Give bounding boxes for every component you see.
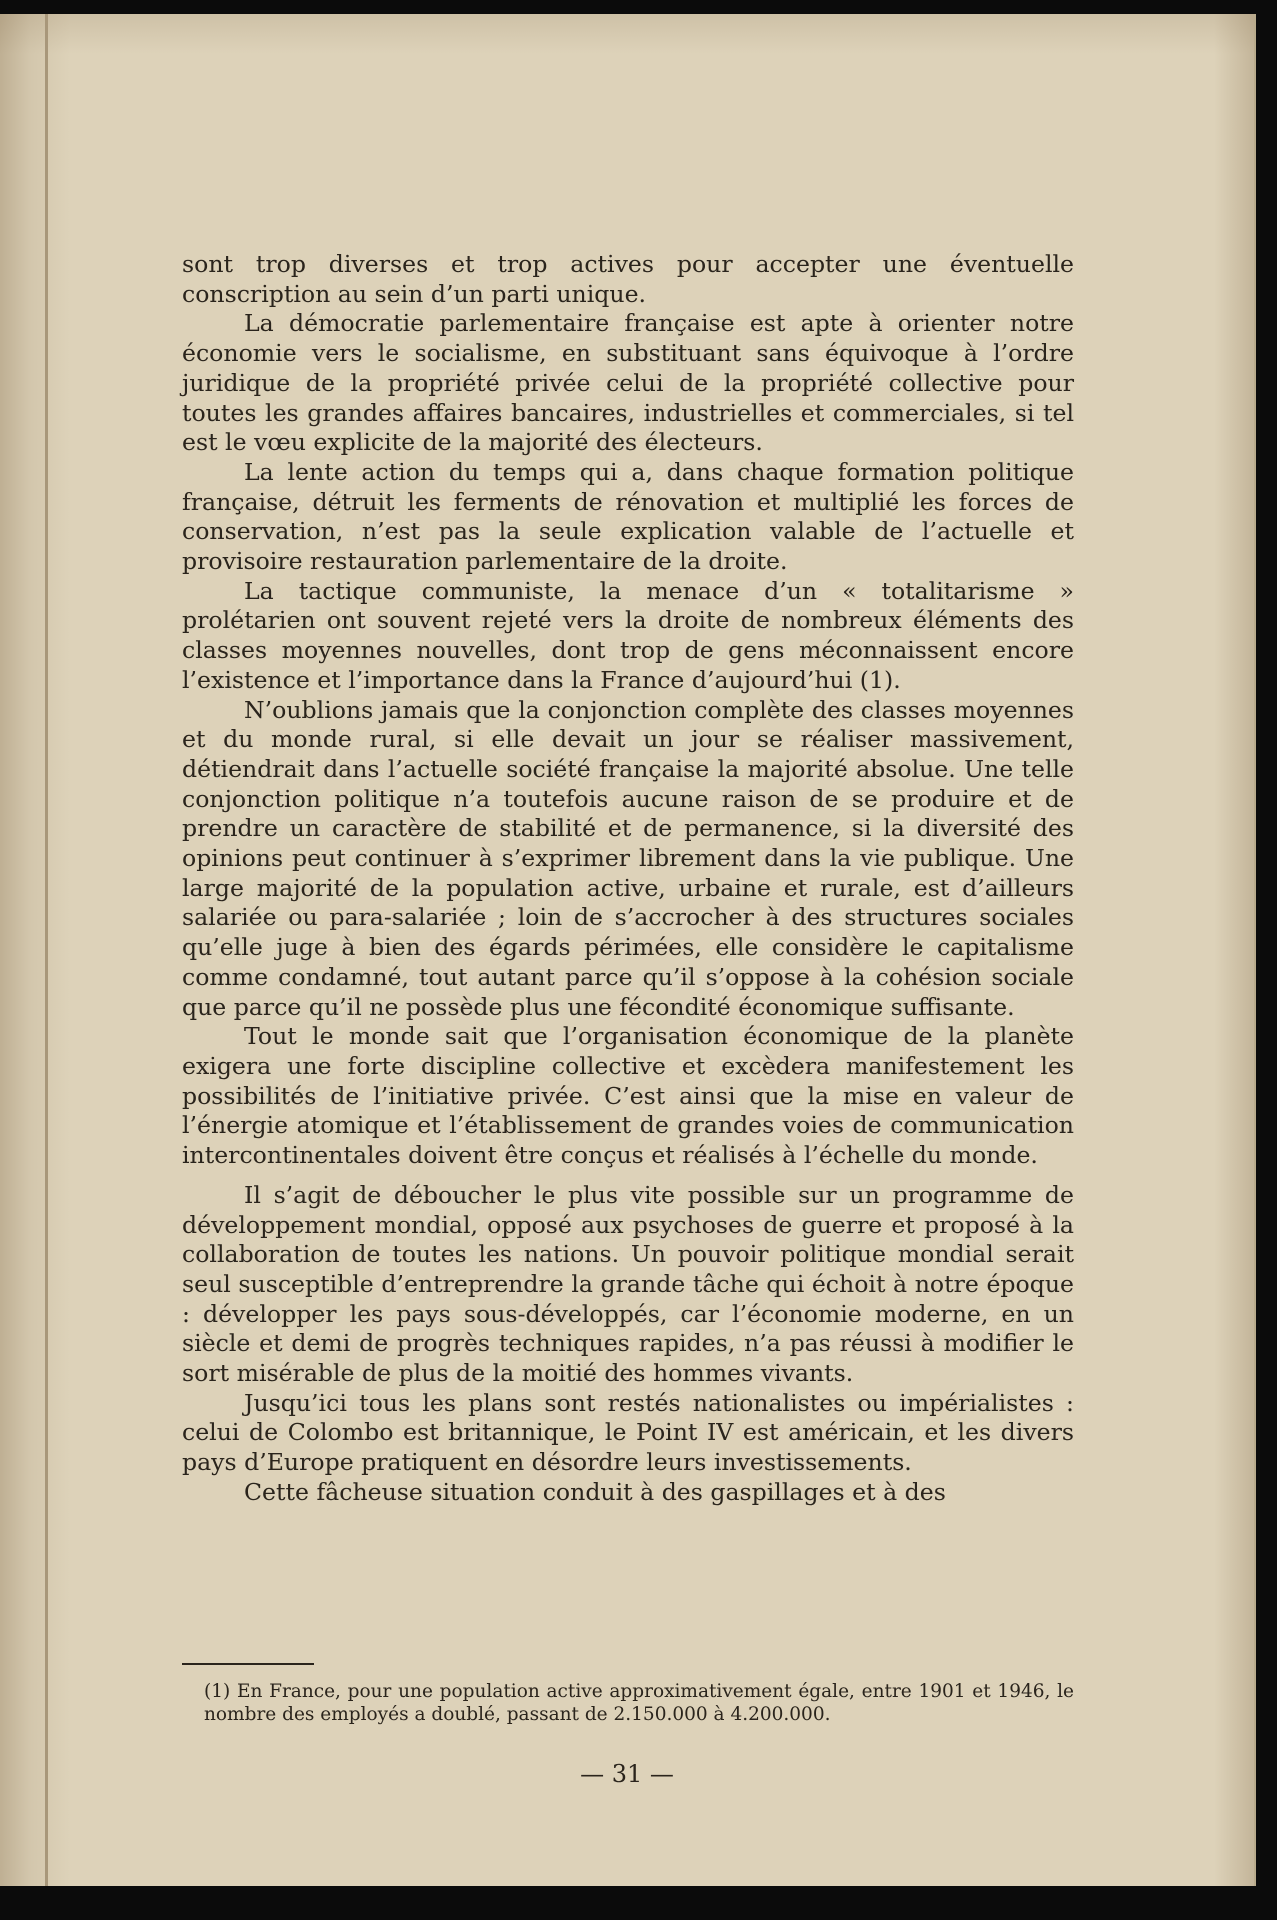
body-text [182,250,1074,1508]
paragraph-8: Jusqu’ici tous les plans sont restés nationalistes ou impérialistes : celui de Colombo est britannique, le Point IV est américain, et les divers pays d’Europe pratiquent en désordre leurs investissements. [182,1388,1074,1477]
footnote-rule [182,1663,314,1665]
paragraph-5: N’oublions jamais que la conjonction complète des classes moyennes et du monde rural, si elle devait un jour se réaliser massivement, détiendrait dans l’actuelle société française la majorité absolue. Une telle conjonction politique n’a toutefois aucune raison de se produire et de prendre un caractère de stabilité et de permanence, si la diversité des opinions peut continuer à s’exprimer librement dans la vie publique. Une large majorité de la population active, urbaine et rurale, est d’ailleurs salariée ou para-salariée ; loin de s’accrocher à des structures sociales qu’elle juge à bien des égards périmées, elle considère le capitalisme comme condamné, tout autant parce qu’il s’oppose à la cohésion sociale que parce qu’il ne possède plus une fécondité économique suffisante. [182,695,1074,1021]
paragraph-6: Tout le monde sait que l’organisation économique de la planète exigera une forte discipline collective et excèdera manifestement les possibilités de l’initiative privée. C’est ainsi que la mise en valeur de l’énergie atomique et l’établissement de grandes voies de communication intercontinentales doivent être conçus et réalisés à l’échelle du monde. [182,1022,1074,1170]
paragraph-3: La lente action du temps qui a, dans chaque formation politique française, détruit les ferments de rénovation et multiplié les forces de conservation, n’est pas la seule explication valable de l’actuelle et provisoire restauration parlementaire de la droite. [182,457,1074,576]
page-binding-edge [45,14,48,1886]
paragraph-1: sont trop diverses et trop actives pour accepter une éventuelle conscription au sein d’un parti unique. [182,250,1074,308]
page-number: — 31 — [580,1760,674,1788]
paragraph-9: Cette fâcheuse situation conduit à des gaspillages et à des [244,1477,946,1506]
footnote-text: (1) En France, pour une population active approximativement égale, entre 1901 et 1946, le nombre des employés a doublé, passant de 2.150.000 à 4.200.000. [204,1681,1074,1725]
paragraph-4: La tactique communiste, la menace d’un « totalitarisme » prolétarien ont souvent rejeté vers la droite de nombreux éléments des classes moyennes nouvelles, dont trop de gens méconnaissent encore l’existence et l’importance dans la France d’aujourd’hui (1). [182,576,1074,694]
paragraph-7: Il s’agit de déboucher le plus vite possible sur un programme de développement mondial, opposé aux psychoses de guerre et proposé à la collaboration de toutes les nations. Un pouvoir politique mondial serait seul susceptible d’entreprendre la grande tâche qui échoit à notre époque : développer les pays sous-développés, car l’économie moderne, en un siècle et demi de progrès techniques rapides, n’a pas réussi à modifier le sort misérable de plus de la moitié des hommes vivants. [182,1180,1074,1388]
paragraph-2: La démocratie parlementaire française est apte à orienter notre économie vers le socialisme, en substituant sans équivoque à l’ordre juridique de la propriété privée celui de la propriété collective pour toutes les grandes affaires bancaires, industrielles et commerciales, si tel est le vœu explicite de la majorité des électeurs. [182,309,1074,457]
footnote [204,1680,1074,1726]
